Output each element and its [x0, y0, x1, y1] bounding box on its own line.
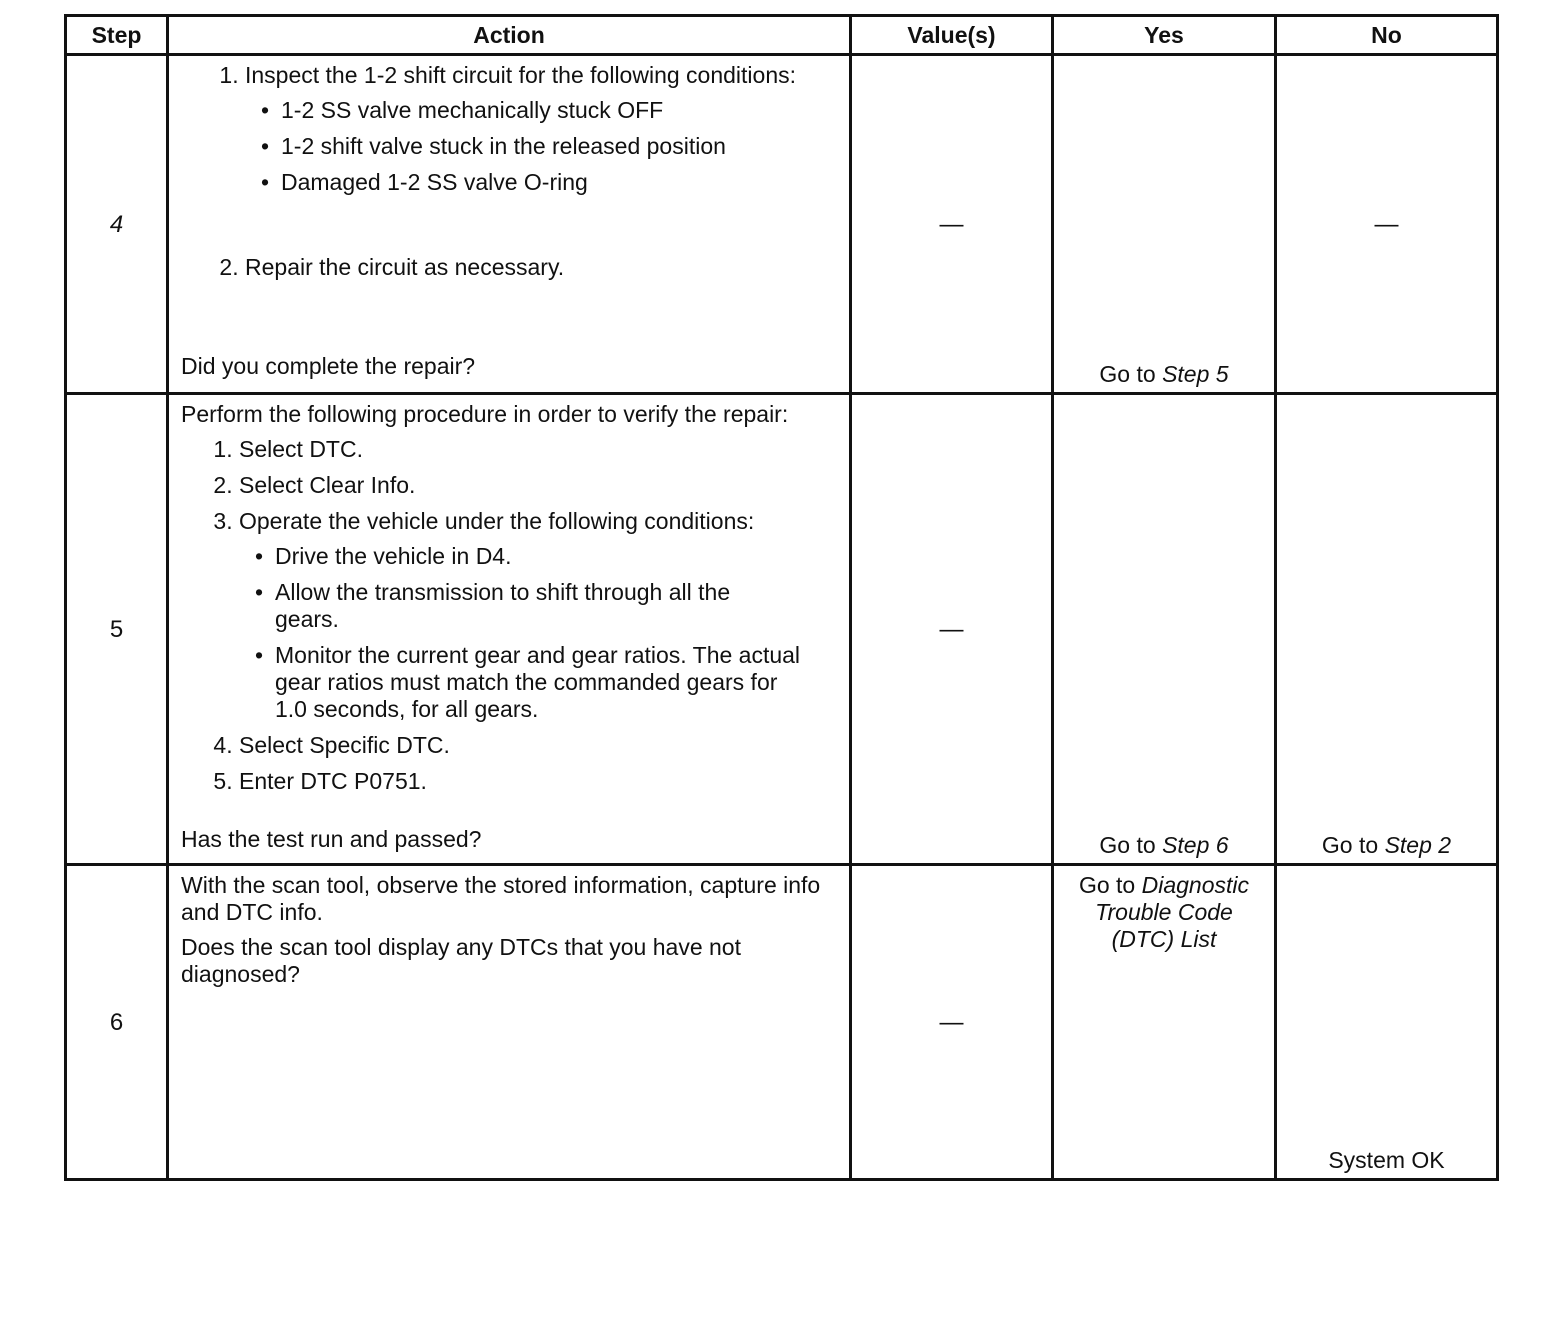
header-step: Step: [66, 16, 168, 55]
list-item: • 1-2 SS valve mechanically stuck OFF: [281, 97, 839, 124]
list-item: • Drive the vehicle in D4.: [275, 543, 839, 570]
condition-list: [245, 97, 839, 196]
yes-prefix: Go to: [1099, 361, 1163, 387]
diagnostic-table: [64, 14, 1499, 1181]
header-row: [66, 16, 1498, 55]
question-text: Does the scan tool display any DTCs that you have not diagnosed?: [181, 934, 741, 987]
list-item: 1. Select DTC.: [239, 436, 839, 463]
step-number: 5: [66, 394, 168, 865]
yes-link[interactable]: Step 6: [1162, 832, 1229, 858]
header-values: Value(s): [851, 16, 1053, 55]
header-no: No: [1276, 16, 1498, 55]
question-text: Did you complete the repair?: [181, 353, 476, 379]
list-item: • Monitor the current gear and gear ratios. The actual gear ratios must match the commanded gears for 1.0 seconds, for all gears.: [275, 642, 815, 723]
value-cell: —: [851, 394, 1053, 865]
no-cell: [1276, 394, 1498, 865]
table-row-step-4: [66, 55, 1498, 394]
action-paragraph: With the scan tool, observe the stored information, capture info and DTC info.: [181, 872, 821, 925]
no-cell: System OK: [1276, 865, 1498, 1180]
yes-cell: [1053, 865, 1276, 1180]
header-action: Action: [168, 16, 851, 55]
step-number: [66, 55, 168, 394]
list-item: • Allow the transmission to shift through all the gears.: [275, 579, 745, 633]
step-4-label: 4: [109, 210, 124, 238]
list-item: 2. Repair the circuit as necessary.: [245, 254, 839, 281]
action-item-text: Operate the vehicle under the following conditions:: [239, 508, 755, 534]
action-list: [181, 436, 839, 795]
header-yes: Yes: [1053, 16, 1276, 55]
yes-cell: [1053, 394, 1276, 865]
list-item: 5. Enter DTC P0751.: [239, 768, 839, 795]
yes-link[interactable]: Step 5: [1162, 361, 1229, 387]
yes-prefix: Go to: [1099, 832, 1163, 858]
table-row-step-5: [66, 394, 1498, 865]
list-item: 4. Select Specific DTC.: [239, 732, 839, 759]
yes-cell: [1053, 55, 1276, 394]
yes-link[interactable]: Diagnostic Trouble Code (DTC) List: [1095, 872, 1250, 952]
condition-list: [239, 543, 839, 723]
step-number: 6: [66, 865, 168, 1180]
action-cell: [168, 394, 851, 865]
list-item: [245, 62, 839, 245]
no-link[interactable]: Step 2: [1384, 832, 1452, 858]
action-item-text: Inspect the 1-2 shift circuit for the following conditions:: [245, 62, 797, 88]
intro-text: Perform the following procedure in order to verify the repair:: [181, 401, 789, 427]
table-row-step-6: [66, 865, 1498, 1180]
no-prefix: Go to: [1321, 832, 1385, 858]
yes-prefix: Go to: [1078, 872, 1142, 898]
list-item: [239, 508, 839, 723]
no-cell: —: [1276, 55, 1498, 394]
action-list: [181, 62, 839, 281]
value-cell: —: [851, 865, 1053, 1180]
list-item: • Damaged 1-2 SS valve O-ring: [281, 169, 839, 196]
value-cell: —: [851, 55, 1053, 394]
list-item: • 1-2 shift valve stuck in the released position: [281, 133, 839, 160]
action-cell: [168, 55, 851, 394]
action-cell: [168, 865, 851, 1180]
list-item: 2. Select Clear Info.: [239, 472, 839, 499]
question-text: Has the test run and passed?: [181, 826, 482, 852]
